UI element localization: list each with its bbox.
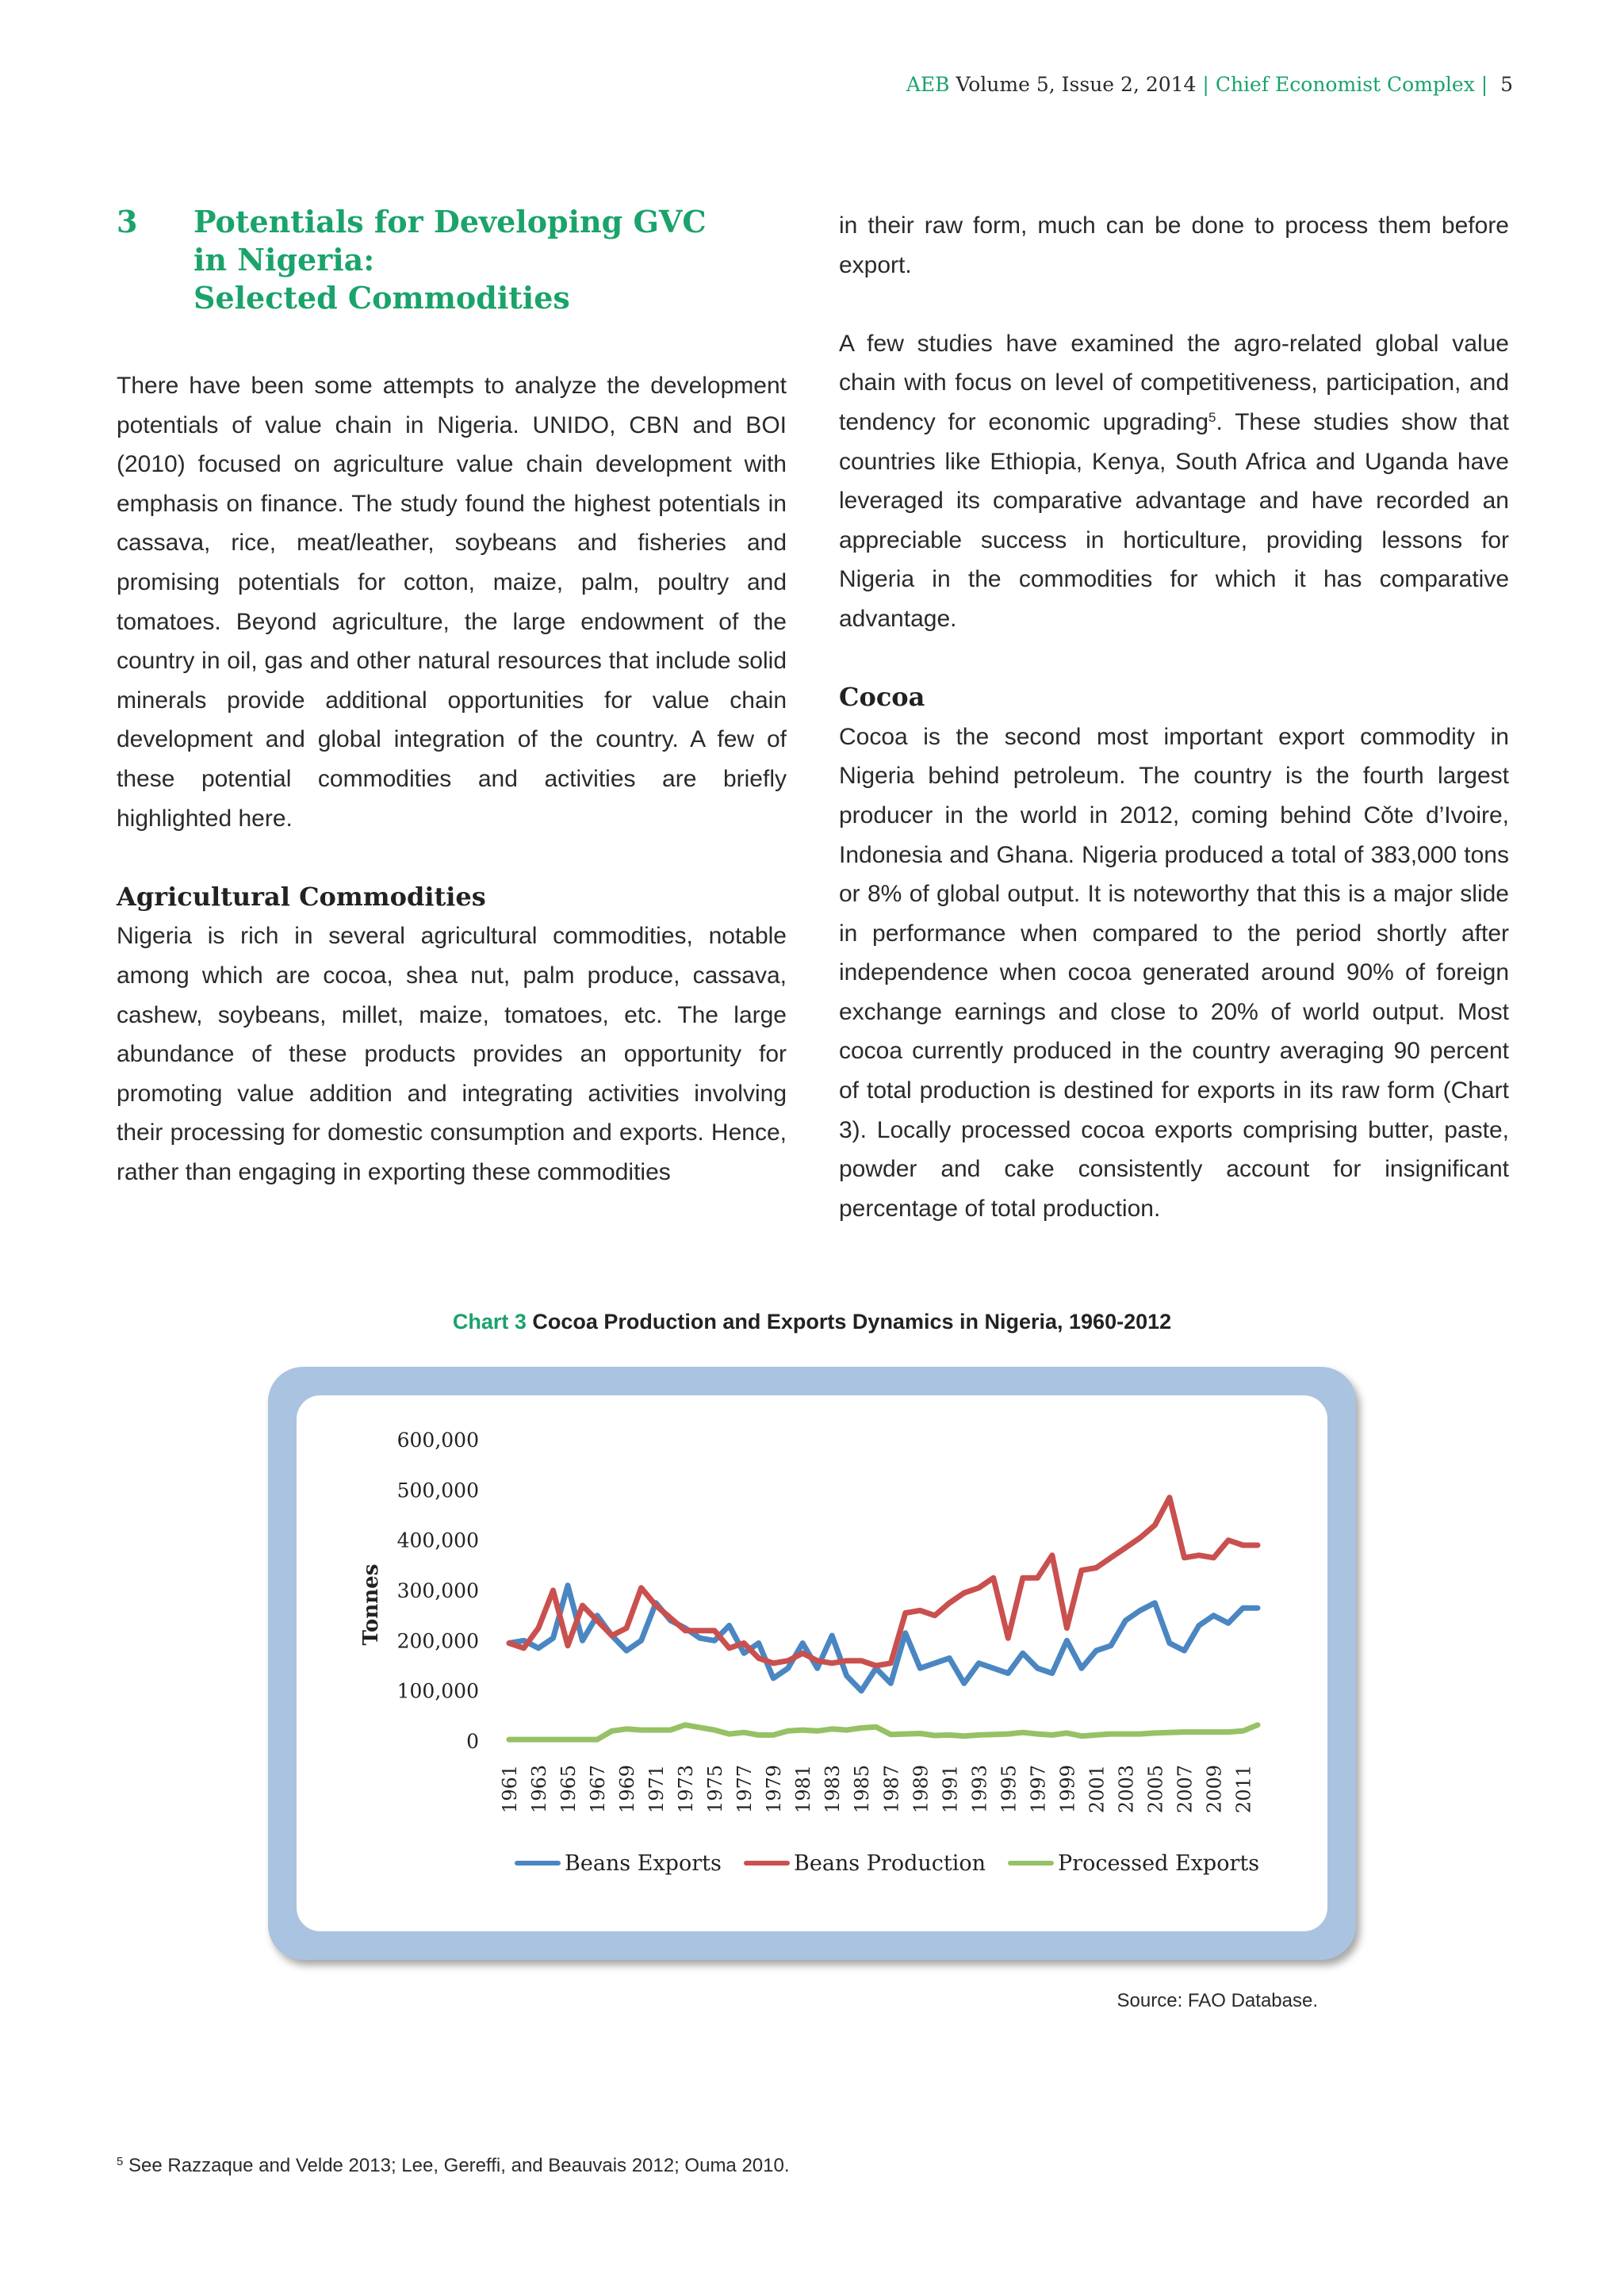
legend-label-beans-production: Beans Production bbox=[794, 1851, 986, 1876]
x-tick-label: 1969 bbox=[616, 1765, 639, 1814]
y-tick-label: 100,000 bbox=[396, 1679, 479, 1703]
x-tick-label: 1999 bbox=[1056, 1765, 1079, 1814]
studies-text-a: A few studies have examined the agro-related global value chain with focus on level of competitiveness, participation, and tendency for economic upgrading bbox=[839, 330, 1509, 435]
running-header bbox=[906, 73, 1513, 96]
line-chart bbox=[297, 1395, 1327, 1931]
x-tick-label: 1993 bbox=[968, 1765, 991, 1814]
x-tick-label: 2003 bbox=[1115, 1765, 1138, 1814]
x-tick-label: 1973 bbox=[675, 1765, 698, 1814]
agricultural-commodities-heading: Agricultural Commodities bbox=[117, 881, 486, 912]
chart-title: Cocoa Production and Exports Dynamics in Nigeria, 1960-2012 bbox=[532, 1310, 1172, 1334]
x-tick-label: 1987 bbox=[880, 1765, 903, 1814]
x-tick-label: 1985 bbox=[851, 1765, 874, 1814]
chart-frame bbox=[268, 1367, 1356, 1960]
x-tick-label: 1995 bbox=[998, 1765, 1021, 1814]
footnote-text: See Razzaque and Velde 2013; Lee, Gereffi, and Beauvais 2012; Ouma 2010. bbox=[123, 2155, 790, 2176]
x-tick-label: 1979 bbox=[763, 1765, 786, 1814]
x-tick-label: 1967 bbox=[587, 1765, 610, 1814]
x-tick-label: 2005 bbox=[1144, 1765, 1167, 1814]
series-line-beans-production bbox=[509, 1498, 1258, 1666]
y-tick-label: 400,000 bbox=[396, 1529, 479, 1552]
y-tick-label: 300,000 bbox=[396, 1579, 479, 1602]
y-tick-label: 0 bbox=[466, 1730, 479, 1753]
studies-paragraph bbox=[839, 324, 1509, 639]
series-line-beans-exports bbox=[509, 1586, 1258, 1691]
footnote-mark: 5 bbox=[117, 2155, 124, 2168]
y-axis-title: Tonnes bbox=[359, 1563, 383, 1646]
continued-paragraph: in their raw form, much can be done to process them before export. bbox=[839, 212, 1509, 278]
x-tick-label: 1971 bbox=[645, 1765, 668, 1814]
header-separator: | bbox=[1202, 73, 1209, 96]
header-section: Chief Economist Complex bbox=[1215, 73, 1475, 96]
x-tick-label: 1981 bbox=[792, 1765, 815, 1814]
section-number: 3 bbox=[117, 204, 138, 239]
x-tick-label: 1963 bbox=[528, 1765, 551, 1814]
x-tick-label: 1983 bbox=[822, 1765, 845, 1814]
x-tick-label: 2011 bbox=[1232, 1765, 1255, 1814]
x-tick-label: 1965 bbox=[557, 1765, 580, 1814]
x-tick-label: 2001 bbox=[1086, 1765, 1109, 1814]
section-title-line: Selected Commodities bbox=[193, 280, 570, 316]
studies-text-b: . These studies show that countries like Ethiopia, Kenya, South Africa and Uganda have leveraged its comparative advantage and have recorded an appreciable success in horticulture, providing lessons for Nigeria in the commodities for which it has comparative advantage. bbox=[839, 408, 1509, 632]
section-title-line: in Nigeria: bbox=[193, 242, 375, 277]
section-title-line: Potentials for Developing GVC bbox=[193, 204, 707, 239]
left-column bbox=[117, 366, 787, 1192]
x-tick-label: 2007 bbox=[1174, 1765, 1197, 1814]
agricultural-paragraph: Nigeria is rich in several agricultural commodities, notable among which are cocoa, shea nut, palm produce, cassava, cashew, soybeans, millet, maize, tomatoes, etc. The large abundance of these products provides an opportunity for promoting value addition and integrating activities involving their processing for domestic consumption and exports. Hence, rather than engaging in exporting these commodities bbox=[117, 923, 787, 1185]
footnote-ref: 5 bbox=[1208, 409, 1216, 425]
x-tick-label: 1975 bbox=[704, 1765, 727, 1814]
intro-paragraph: There have been some attempts to analyze the development potentials of value chain in Nigeria. UNIDO, CBN and BOI (2010) focused on agriculture value chain development with emphasis on finance. The study found the highest potentials in cassava, rice, meat/leather, soybeans and fisheries and promising potentials for cotton, maize, palm, poultry and tomatoes. Beyond agriculture, the large endowment of the country in oil, gas and other natural resources that include solid minerals provide additional opportunities for value chain development and global integration of the country. A few of these potential commodities and activities are briefly highlighted here. bbox=[117, 373, 787, 832]
cocoa-heading: Cocoa bbox=[839, 682, 925, 713]
right-column bbox=[839, 206, 1509, 1228]
y-tick-label: 600,000 bbox=[396, 1429, 479, 1452]
x-tick-label: 1997 bbox=[1027, 1765, 1050, 1814]
journal-issue: Volume 5, Issue 2, 2014 bbox=[956, 73, 1197, 96]
chart-label: Chart 3 bbox=[452, 1310, 527, 1334]
chart-source: Source: FAO Database. bbox=[1116, 1990, 1318, 2011]
y-tick-label: 500,000 bbox=[396, 1479, 479, 1502]
x-tick-label: 2009 bbox=[1203, 1765, 1226, 1814]
header-separator: | bbox=[1480, 73, 1488, 96]
page-number: 5 bbox=[1500, 73, 1513, 96]
x-tick-label: 1961 bbox=[499, 1765, 521, 1814]
chart-panel bbox=[297, 1395, 1327, 1931]
footnote bbox=[117, 2155, 790, 2177]
series-line-processed-exports bbox=[509, 1725, 1258, 1739]
y-tick-label: 200,000 bbox=[396, 1629, 479, 1653]
section-heading bbox=[117, 203, 707, 317]
journal-abbrev: AEB bbox=[906, 73, 950, 96]
x-tick-label: 1989 bbox=[910, 1765, 933, 1814]
x-tick-label: 1977 bbox=[733, 1765, 756, 1814]
legend-label-beans-exports: Beans Exports bbox=[565, 1851, 722, 1876]
cocoa-paragraph: Cocoa is the second most important export commodity in Nigeria behind petroleum. The country is the fourth largest producer in the world in 2012, coming behind Cǒte d’Ivoire, Indonesia and Ghana. Nigeria produced a total of 383,000 tons or 8% of global output. It is noteworthy that this is a major slide in performance when compared to the period shortly after independence when cocoa generated around 90% of foreign exchange earnings and close to 20% of world output. Most cocoa currently produced in the country averaging 90 percent of total production is destined for exports in its raw form (Chart 3). Locally processed cocoa exports comprising butter, paste, powder and cake consistently account for insignificant percentage of total production. bbox=[839, 723, 1509, 1222]
chart-caption bbox=[0, 1310, 1624, 1334]
x-tick-label: 1991 bbox=[939, 1765, 962, 1814]
legend-label-processed-exports: Processed Exports bbox=[1058, 1851, 1260, 1876]
